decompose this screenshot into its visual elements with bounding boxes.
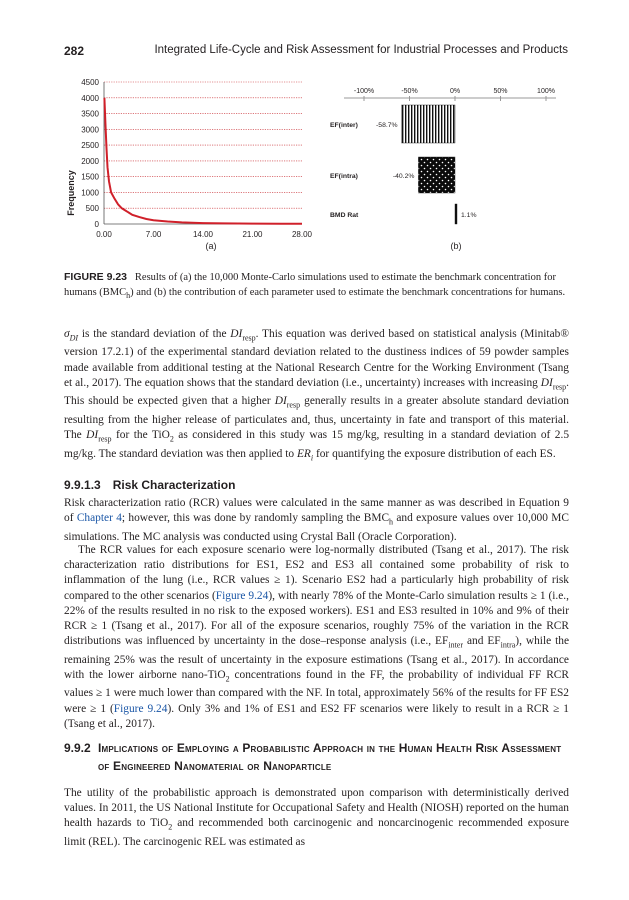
paragraph-implications: The utility of the probabilistic approach is demonstrated upon comparison with deterministically derived values. In 2011, the US National Institute for Occupational Safety and Health (NIOSH) reported on the human health hazards to TiO$_2$ and recommended both carcinogenic and noncarcinogenic recommended exposure limit (REL). The carcinogenic REL was estimated as: [64, 787, 570, 848]
figure-caption: FIGURE 9.23 Results of (a) the 10,000 Monte-Carlo simulations used to estimate the benchmark concentration for humans $(BMC_h)$ and (b) the contribution of each parameter used to estimate the benchmark concentrations for humans.: [64, 271, 566, 301]
chart-b-bar: [418, 157, 455, 193]
chart-b-ticks: [354, 88, 555, 101]
chart-a-ytick-label: 500: [85, 204, 99, 214]
chart-a-xtick-label: 14.00: [192, 230, 214, 239]
chart-a-axes: [104, 82, 302, 224]
chart-b-data-label: -40.2%: [392, 173, 415, 180]
chart-b-data-label: 1.1%: [461, 212, 477, 219]
chart-a-xtick-label: 28.00: [291, 230, 313, 239]
chart-a-ytick-label: 3500: [81, 109, 99, 119]
chart-a-ytick-label: 1500: [81, 172, 99, 182]
chart-b-tick-label: 100%: [537, 88, 555, 95]
chart-a-ytick-label: 0: [94, 220, 99, 229]
section-heading-9-9-1-3: 9.9.1.3 Risk Characterization: [64, 478, 236, 492]
chart-a-xtick-label: 0.00: [96, 230, 112, 239]
paragraph-rcr-results: The RCR values for each exposure scenario were log-normally distributed (Tsang et al., 2017). The risk characterization ratio distributions for ES1, ES2 and ES3 all contained some probability of risk to inflammation of the lung (i.e., RCR values ≥ 1). Scenario ES2 had a particularly high probability of risk compared to the other scenarios (Figure 9.24), with nearly 78% of the Monte-Carlo simulation results ≥ 1 (i.e., 22% of the results resulted in no risk to the exposed workers). ES1 and ES3 resulted in 10% and 9% of their RCR ≥ 1 (Tsang et al., 2017). For all of the exposure scenarios, roughly 75% of the variation in the RCR distributions was influenced by uncertainty in the dose–response analysis (i.e., $EF_{inter}$ and $EF_{intra}$), while the remaining 25% was the result of uncertainty in the exposure estimations (Tsang et al., 2017). In accordance with the lower airborne nano-TiO$_2$ concentrations found in the FF, the probability of individual FF RCR values ≥ 1 were much lower than compared with the NF. In total, approximately 56% of the results for FF ES2 were ≥ 1 (Figure 9.24). Only 3% and 1% of ES1 and ES2 FF scenarios were likely to result in a RCR ≥ 1 (Tsang et al., 2017).: [64, 544, 570, 730]
chart-a-xtick-label: 7.00: [145, 230, 162, 239]
chart-a-tick-labels: [81, 78, 312, 239]
chart-a-ytick-label: 3000: [81, 125, 99, 135]
chart-b-category-label: EF(inter): [330, 122, 358, 129]
chart-b-category-label: BMD Rat: [330, 212, 359, 219]
figure-label: FIGURE 9.23: [64, 271, 128, 283]
chart-a-ytick-label: 2500: [81, 141, 99, 151]
figure-9-24-link[interactable]: Figure 9.24: [113, 702, 168, 715]
chart-a-ylabel: Frequency: [66, 170, 76, 216]
running-title: Integrated Life-Cycle and Risk Assessment for Industrial Processes and Products: [154, 44, 568, 56]
chart-a-ytick-label: 4000: [81, 93, 99, 103]
page-header: [64, 44, 568, 60]
paragraph-rcr-intro: Risk characterization ratio (RCR) values were calculated in the same manner as was described in Equation 9 of Chapter 4; however, this was done by randomly sampling the $BMC_h$ and exposure values over 10,000 MC simulations. The MC analysis was conducted using Crystal Ball (Oracle Corporation).: [64, 497, 569, 543]
chart-a-panel-label: (a): [205, 241, 217, 251]
chart-b-bar: [455, 204, 457, 224]
chart-b-tick-label: -100%: [353, 88, 375, 95]
chart-a-xtick-label: 21.00: [242, 230, 263, 239]
page-number: 282: [64, 44, 85, 58]
chart-b-tick-label: 50%: [493, 88, 508, 95]
chart-a-ytick-label: 2000: [81, 156, 99, 166]
chart-b-data-label: -58.7%: [376, 122, 398, 129]
chart-b-tick-label: -50%: [401, 88, 418, 95]
figure-9-24-link[interactable]: Figure 9.24: [215, 589, 269, 602]
chart-panel-a: [66, 78, 313, 251]
chapter-4-link[interactable]: Chapter 4: [76, 512, 122, 525]
figure-9-23: [60, 74, 565, 256]
chart-b-bar: [402, 105, 455, 143]
chart-panel-b: [330, 88, 556, 251]
chart-a-ytick-label: 1000: [81, 188, 99, 198]
chart-b-bars: [330, 105, 477, 224]
chart-b-tick-label: 0%: [449, 88, 461, 95]
paragraph-sigma: $\sigma_{DI}$ is the standard deviation of the $DI_{resp}$. This equation was derived based on statistical analysis (Minitab® version 17.2.1) of the experimental standard deviation related to the dustiness indices of 59 powder samples made available from additional testing at the National Research Centre for the Working Environment (Tsang et al., 2017). The equation shows that the standard deviation (i.e., uncertainty) increases with increasing $DI_{resp}$. This should be expected given that a higher $DI_{resp}$ generally results in a greater absolute standard deviation resulting from the higher release of particulates and, thus, uncertainty in fate and transport of this material. The $DI_{resp}$ for the TiO$_2$ as considered in this study was 15 mg/kg, resulting in a standard deviation of 2.5 mg/kg. The standard deviation was then applied to $ER_i$ for quantifying the exposure distribution of each ES.: [64, 328, 570, 462]
chart-b-category-label: EF(intra): [330, 173, 358, 180]
chart-b-panel-label: (b): [450, 241, 462, 251]
chart-a-gridlines: [104, 82, 302, 208]
chart-a-ytick-label: 4500: [81, 78, 99, 87]
